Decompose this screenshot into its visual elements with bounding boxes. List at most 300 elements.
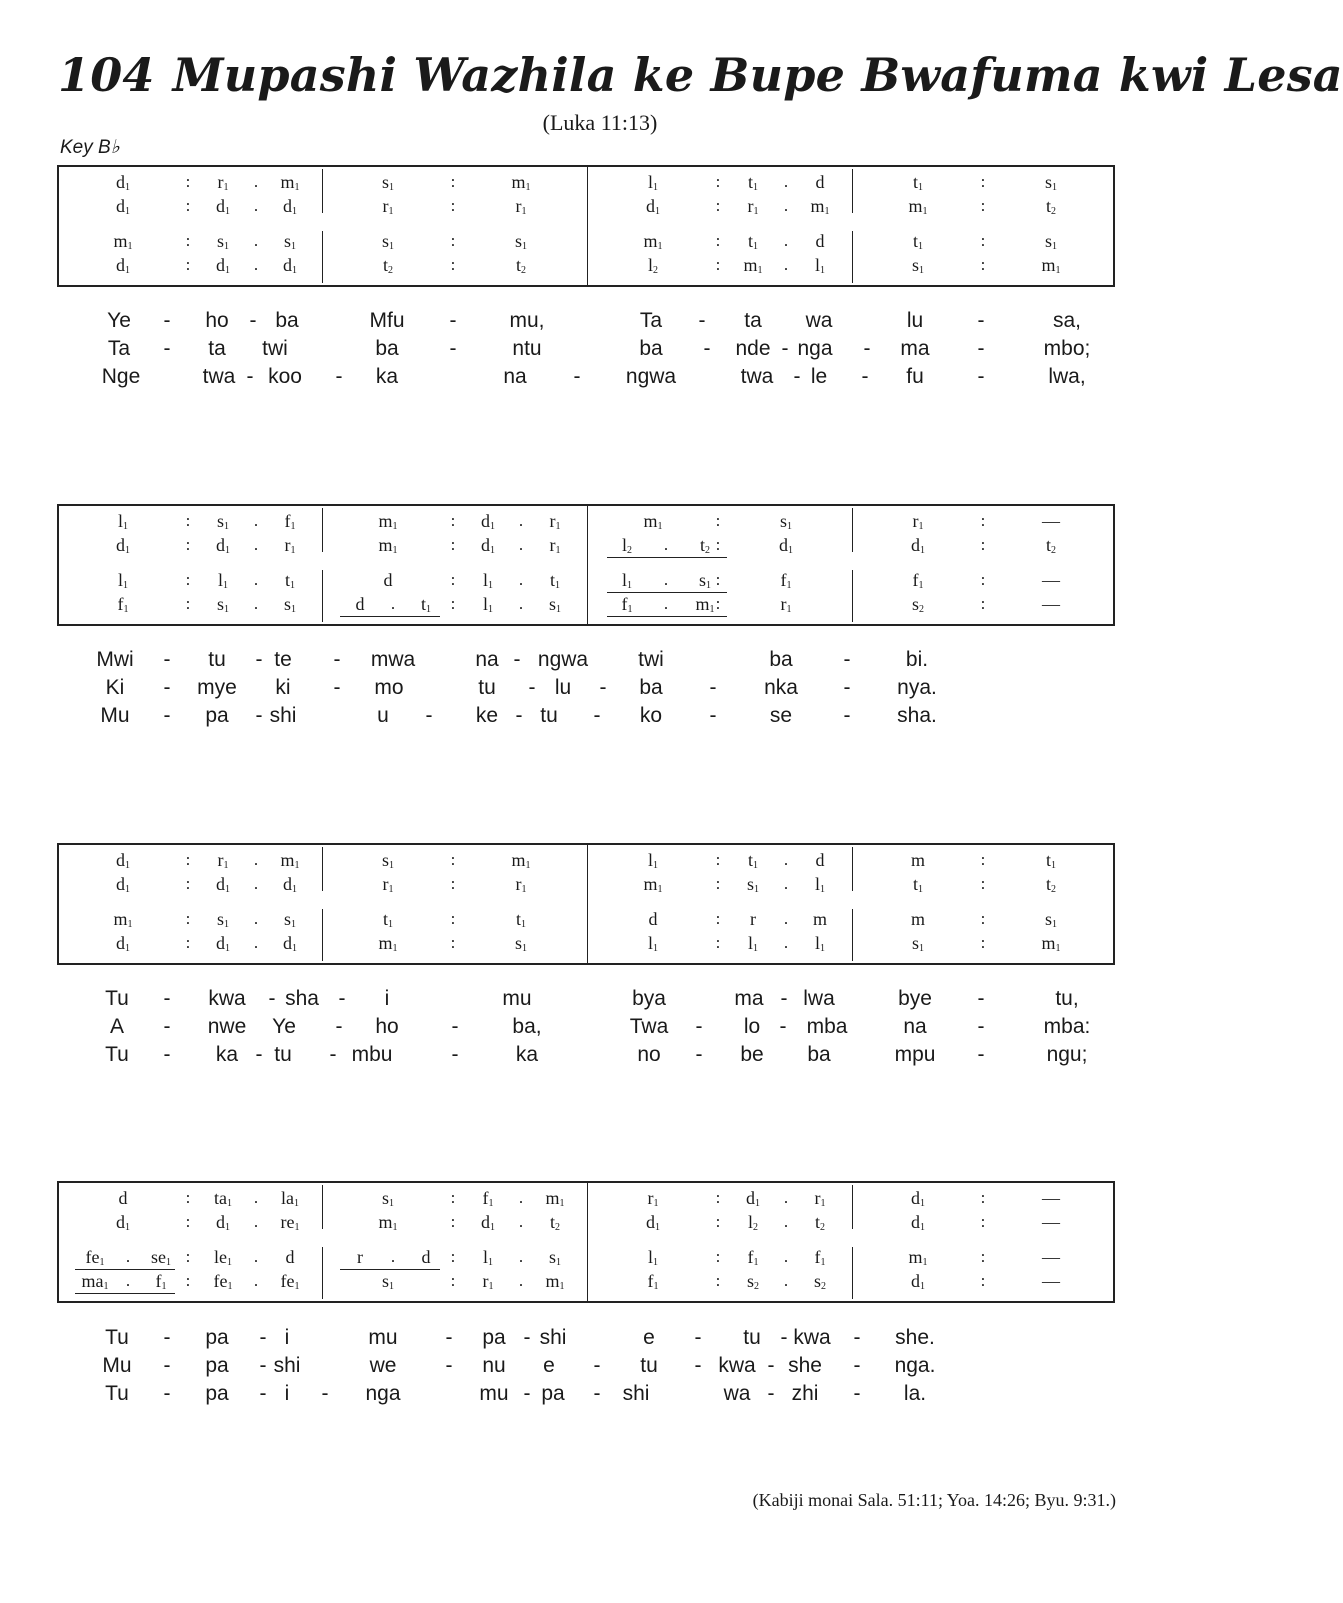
key-signature: Key B♭ [60, 137, 120, 158]
lyric-syllable: ba, [512, 1015, 542, 1038]
solfa-note: $d_1$ [216, 535, 230, 556]
lyric-syllable: wa [723, 1382, 751, 1405]
solfa-note: $r_1$ [912, 511, 924, 532]
lyric-syllable: Ye [107, 309, 131, 332]
lyric-syllable: tu [274, 1043, 292, 1066]
lyric-syllable: bi. [905, 648, 929, 671]
lyric-syllable: lu [554, 676, 572, 699]
lyric-syllable: pa [205, 1326, 229, 1349]
lyric-syllable: pa [205, 704, 229, 727]
lyric-syllable: wa [805, 309, 833, 332]
lyric-syllable: shi [622, 1382, 650, 1405]
music-system [57, 165, 1117, 287]
solfa-note: $d_1$ [911, 535, 925, 556]
solfa-note: $l_1$ [482, 594, 494, 615]
lyrics-block [57, 1327, 1117, 1417]
beat-dot: . [253, 933, 259, 952]
solfa-note: $d_1$ [283, 874, 297, 895]
solfa-note: $s_1$ [283, 231, 297, 252]
lyric-syllable: Mwi [96, 648, 134, 671]
solfa-note: $d_1$ [116, 535, 130, 556]
solfa-note: — [1042, 570, 1060, 590]
lyrics-block [57, 310, 1117, 400]
beat-dot: . [253, 1188, 259, 1207]
beat-dot: . [518, 1212, 524, 1231]
solfa-note: $t_2$ [382, 255, 394, 276]
bar-line [852, 1247, 853, 1299]
beat-colon: : [980, 570, 986, 589]
solfa-note: $l_2$ [747, 1212, 759, 1233]
lyric-syllable: be [740, 1043, 764, 1066]
syllable-hyphen: - [451, 1043, 459, 1066]
lyric-syllable: ba [769, 648, 793, 671]
bar-line [322, 1185, 323, 1229]
tie-underline [75, 1269, 175, 1270]
beat-dot: . [783, 1188, 789, 1207]
lyric-syllable: ka [215, 1043, 239, 1066]
beat-colon: : [980, 1188, 986, 1207]
solfa-note: $l_1$ [747, 933, 759, 954]
beat-colon: : [450, 196, 456, 215]
lyric-syllable: te [274, 648, 292, 671]
solfa-note: $l_2$ [621, 535, 633, 556]
lyric-syllable: sha. [897, 704, 937, 727]
lyric-syllable: nwe [207, 1015, 247, 1038]
syllable-hyphen: - [843, 704, 851, 727]
solfa-note: — [1042, 1212, 1060, 1232]
beat-colon: : [980, 594, 986, 613]
solfa-note: $f_1$ [912, 570, 924, 591]
lyric-syllable: la. [903, 1382, 927, 1405]
bar-line [587, 165, 588, 287]
solfa-note: $s_1$ [381, 850, 395, 871]
lyric-syllable: ba [639, 676, 663, 699]
syllable-hyphen: - [321, 1382, 329, 1405]
beat-colon: : [185, 535, 191, 554]
solfa-note: $d_1$ [283, 933, 297, 954]
solfa-note: $d_1$ [116, 933, 130, 954]
solfa-note: d [355, 594, 365, 614]
beat-colon: : [185, 933, 191, 952]
solfa-note: $l_1$ [117, 511, 129, 532]
solfa-note: $t_2$ [699, 535, 711, 556]
beat-colon: : [980, 1271, 986, 1290]
beat-dot: . [253, 511, 259, 530]
solfa-note: $s_1$ [911, 255, 925, 276]
beat-dot: . [783, 196, 789, 215]
beat-colon: : [715, 594, 721, 613]
beat-dot: . [783, 255, 789, 274]
beat-dot: . [253, 231, 259, 250]
solfa-note: $r_1$ [647, 1188, 659, 1209]
lyric-syllable: nya. [897, 676, 937, 699]
lyric-syllable: tu [478, 676, 496, 699]
solfa-note: $f_1$ [814, 1247, 826, 1268]
solfa-note: $t_1$ [515, 909, 527, 930]
lyric-syllable: twi [638, 648, 664, 671]
beat-colon: : [980, 1212, 986, 1231]
solfa-note: $t_1$ [912, 231, 924, 252]
lyric-syllable: tu [743, 1326, 761, 1349]
lyric-syllable: kwa [793, 1326, 831, 1349]
lyric-syllable: kwa [208, 987, 246, 1010]
beat-dot: . [253, 909, 259, 928]
solfa-note: $d_1$ [746, 1188, 760, 1209]
solfa-note: $m_1$ [511, 850, 531, 871]
beat-colon: : [450, 850, 456, 869]
solfa-note: $s_1$ [381, 172, 395, 193]
syllable-hyphen: - [695, 1015, 703, 1038]
beat-colon: : [185, 511, 191, 530]
solfa-note: $r_1$ [515, 874, 527, 895]
lyric-syllable: ma [734, 987, 764, 1010]
solfa-note: $t_1$ [747, 850, 759, 871]
solfa-note: $l_1$ [621, 570, 633, 591]
lyric-syllable: fu [906, 365, 924, 388]
solfa-note: — [1042, 1271, 1060, 1291]
beat-dot: . [518, 511, 524, 530]
beat-colon: : [715, 1247, 721, 1266]
solfa-note: — [1042, 511, 1060, 531]
lyric-syllable: ta [208, 337, 226, 360]
solfa-note: $ta_1$ [214, 1188, 232, 1209]
solfa-note: $d_1$ [481, 535, 495, 556]
beat-colon: : [715, 255, 721, 274]
lyric-syllable: u [377, 704, 389, 727]
bar-line [587, 843, 588, 965]
beat-colon: : [185, 570, 191, 589]
beat-dot: . [125, 1247, 131, 1266]
lyric-syllable: mbu [351, 1043, 393, 1066]
lyric-syllable: Mu [100, 704, 130, 727]
beat-dot: . [783, 1271, 789, 1290]
solfa-note: $s_1$ [381, 231, 395, 252]
beat-dot: . [783, 172, 789, 191]
beat-colon: : [980, 909, 986, 928]
solfa-note: r [357, 1247, 363, 1267]
syllable-hyphen: - [445, 1354, 453, 1377]
beat-dot: . [518, 594, 524, 613]
solfa-note: $s_1$ [216, 594, 230, 615]
lyric-syllable: nka [764, 676, 798, 699]
lyric-syllable: Nge [101, 365, 141, 388]
beat-colon: : [980, 172, 986, 191]
beat-dot: . [253, 1271, 259, 1290]
tie-underline [75, 1293, 175, 1294]
tie-underline [340, 616, 440, 617]
solfa-note: d [815, 231, 825, 251]
lyric-syllable: pa [482, 1326, 506, 1349]
lyric-syllable: mu [368, 1326, 398, 1349]
syllable-hyphen: - [338, 987, 346, 1010]
beat-colon: : [450, 570, 456, 589]
lyric-syllable: se [769, 704, 793, 727]
solfa-note: $m_1$ [545, 1188, 565, 1209]
solfa-note: $se_1$ [151, 1247, 171, 1268]
syllable-hyphen: - [249, 309, 257, 332]
syllable-hyphen: - [259, 1326, 267, 1349]
solfa-note: $r_1$ [549, 511, 561, 532]
music-system [57, 843, 1117, 965]
beat-colon: : [715, 1188, 721, 1207]
solfa-note: d [815, 172, 825, 192]
solfa-note: — [1042, 1247, 1060, 1267]
beat-colon: : [185, 850, 191, 869]
syllable-hyphen: - [268, 987, 276, 1010]
beat-colon: : [450, 874, 456, 893]
lyric-syllable: ba [375, 337, 399, 360]
beat-colon: : [450, 172, 456, 191]
solfa-note: d [383, 570, 393, 590]
bar-line [852, 847, 853, 891]
beat-colon: : [185, 1271, 191, 1290]
solfa-note: $r_1$ [482, 1271, 494, 1292]
footer-references: (Kabiji monai Sala. 51:11; Yoa. 14:26; Byu. 9:31.) [752, 1490, 1116, 1510]
bar-line [322, 570, 323, 622]
solfa-note: $l_1$ [647, 850, 659, 871]
beat-colon: : [185, 1247, 191, 1266]
solfa-note: $s_1$ [1044, 172, 1058, 193]
solfa-note: $d_1$ [779, 535, 793, 556]
syllable-hyphen: - [255, 648, 263, 671]
beat-dot: . [663, 535, 669, 554]
syllable-hyphen: - [853, 1382, 861, 1405]
syllable-hyphen: - [853, 1326, 861, 1349]
lyric-syllable: zhi [791, 1382, 819, 1405]
solfa-note: $re_1$ [280, 1212, 300, 1233]
beat-colon: : [980, 535, 986, 554]
syllable-hyphen: - [163, 1326, 171, 1349]
syllable-hyphen: - [163, 704, 171, 727]
syllable-hyphen: - [333, 676, 341, 699]
lyric-syllable: mo [374, 676, 404, 699]
syllable-hyphen: - [977, 337, 985, 360]
solfa-note: $s_1$ [283, 909, 297, 930]
solfa-note: $s_1$ [514, 933, 528, 954]
solfa-note: $d_1$ [116, 172, 130, 193]
syllable-hyphen: - [695, 1043, 703, 1066]
lyric-syllable: sa, [1052, 309, 1082, 332]
solfa-note: $f_1$ [747, 1247, 759, 1268]
solfa-note: $m_1$ [643, 511, 663, 532]
lyric-syllable: ka [375, 365, 399, 388]
lyric-syllable: Tu [105, 1326, 129, 1349]
solfa-note: $m_1$ [378, 535, 398, 556]
solfa-note: m [910, 850, 926, 870]
beat-colon: : [185, 255, 191, 274]
lyric-syllable: Mu [102, 1354, 132, 1377]
lyric-syllable: sha [285, 987, 319, 1010]
lyric-syllable: mba: [1043, 1015, 1091, 1038]
lyric-syllable: pa [205, 1354, 229, 1377]
solfa-note: $d_1$ [646, 196, 660, 217]
beat-colon: : [715, 1212, 721, 1231]
lyric-syllable: i [384, 987, 390, 1010]
beat-dot: . [663, 570, 669, 589]
syllable-hyphen: - [780, 987, 788, 1010]
lyric-syllable: e [543, 1354, 555, 1377]
lyric-syllable: lwa, [1048, 365, 1086, 388]
beat-dot: . [253, 535, 259, 554]
lyric-syllable: Tu [105, 1382, 129, 1405]
syllable-hyphen: - [163, 1015, 171, 1038]
solfa-note: $d_1$ [216, 874, 230, 895]
tie-underline [340, 1269, 440, 1270]
solfa-note: $d_1$ [911, 1188, 925, 1209]
solfa-note: $m_1$ [643, 231, 663, 252]
syllable-hyphen: - [335, 1015, 343, 1038]
lyric-syllable: tu [208, 648, 226, 671]
beat-dot: . [253, 874, 259, 893]
beat-dot: . [783, 231, 789, 250]
solfa-note: $l_1$ [814, 933, 826, 954]
lyric-syllable: i [284, 1382, 290, 1405]
beat-dot: . [253, 255, 259, 274]
solfa-note: $t_2$ [1045, 535, 1057, 556]
lyric-syllable: e [643, 1326, 655, 1349]
syllable-hyphen: - [163, 1354, 171, 1377]
lyric-syllable: nga [365, 1382, 401, 1405]
solfa-note: $s_1$ [779, 511, 793, 532]
syllable-hyphen: - [709, 676, 717, 699]
lyric-syllable: lwa [803, 987, 835, 1010]
solfa-note: $t_1$ [912, 172, 924, 193]
beat-colon: : [185, 594, 191, 613]
bar-line [852, 1185, 853, 1229]
syllable-hyphen: - [599, 676, 607, 699]
beat-colon: : [450, 1271, 456, 1290]
solfa-note: $f_1$ [482, 1188, 494, 1209]
solfa-note: $t_1$ [549, 570, 561, 591]
lyric-syllable: mu [502, 987, 532, 1010]
beat-colon: : [450, 933, 456, 952]
solfa-note: $t_1$ [382, 909, 394, 930]
beat-colon: : [185, 1212, 191, 1231]
syllable-hyphen: - [780, 1326, 788, 1349]
solfa-note: $m_1$ [113, 909, 133, 930]
beat-dot: . [253, 1212, 259, 1231]
beat-colon: : [450, 255, 456, 274]
solfa-note: $m_1$ [1041, 255, 1061, 276]
lyric-syllable: i [284, 1326, 290, 1349]
beat-colon: : [185, 172, 191, 191]
beat-colon: : [715, 933, 721, 952]
lyric-syllable: Ta [107, 337, 131, 360]
syllable-hyphen: - [793, 365, 801, 388]
syllable-hyphen: - [593, 704, 601, 727]
solfa-note: $d_1$ [283, 196, 297, 217]
lyric-syllable: Ki [105, 676, 125, 699]
lyric-syllable: mu, [509, 309, 545, 332]
solfa-note: $r_1$ [217, 850, 229, 871]
solfa-note: $m_1$ [1041, 933, 1061, 954]
beat-colon: : [185, 909, 191, 928]
syllable-hyphen: - [255, 704, 263, 727]
beat-dot: . [783, 850, 789, 869]
bar-line [322, 847, 323, 891]
beat-dot: . [518, 535, 524, 554]
syllable-hyphen: - [449, 337, 457, 360]
solfa-note: $f_1$ [155, 1271, 167, 1292]
beat-colon: : [715, 196, 721, 215]
beat-colon: : [185, 1188, 191, 1207]
solfa-note: d [421, 1247, 431, 1267]
beat-colon: : [450, 1212, 456, 1231]
lyric-syllable: nu [482, 1354, 506, 1377]
solfa-note: $t_2$ [549, 1212, 561, 1233]
syllable-hyphen: - [709, 704, 717, 727]
solfa-note: $s_1$ [381, 1271, 395, 1292]
song-title [58, 48, 1343, 102]
solfa-note: $d_1$ [116, 1212, 130, 1233]
solfa-note: $la_1$ [281, 1188, 299, 1209]
beat-colon: : [980, 255, 986, 274]
lyric-syllable: Ye [272, 1015, 296, 1038]
syllable-hyphen: - [977, 1015, 985, 1038]
solfa-note: d [118, 1188, 128, 1208]
syllable-hyphen: - [513, 648, 521, 671]
bar-line [322, 169, 323, 213]
song-name: Mupashi Wazhila ke Bupe Bwafuma kwi Lesa [172, 48, 1343, 102]
syllable-hyphen: - [853, 1354, 861, 1377]
staff-box [57, 504, 1115, 626]
beat-dot: . [783, 874, 789, 893]
solfa-note: $t_1$ [420, 594, 432, 615]
music-system [57, 504, 1117, 626]
solfa-note: d [648, 909, 658, 929]
syllable-hyphen: - [861, 365, 869, 388]
syllable-hyphen: - [163, 337, 171, 360]
solfa-note: $f_1$ [284, 511, 296, 532]
solfa-note: $f_1$ [621, 594, 633, 615]
lyric-syllable: shi [273, 1354, 301, 1377]
beat-colon: : [980, 511, 986, 530]
beat-colon: : [980, 196, 986, 215]
bar-line [322, 508, 323, 552]
beat-colon: : [185, 874, 191, 893]
beat-colon: : [450, 1247, 456, 1266]
bar-line [322, 231, 323, 283]
bar-line [322, 909, 323, 961]
solfa-note: $d_1$ [216, 1212, 230, 1233]
solfa-note: $m_1$ [908, 196, 928, 217]
solfa-note: $l_1$ [814, 255, 826, 276]
solfa-note: $s_1$ [216, 511, 230, 532]
syllable-hyphen: - [259, 1354, 267, 1377]
solfa-note: $t_2$ [1045, 196, 1057, 217]
beat-colon: : [185, 231, 191, 250]
lyric-syllable: ki [275, 676, 291, 699]
solfa-note: $m_1$ [378, 933, 398, 954]
beat-dot: . [390, 594, 396, 613]
lyric-syllable: ka [515, 1043, 539, 1066]
solfa-note: $f_1$ [117, 594, 129, 615]
solfa-note: $l_1$ [647, 172, 659, 193]
lyric-syllable: pa [205, 1382, 229, 1405]
solfa-note: $l_1$ [647, 933, 659, 954]
beat-dot: . [783, 1247, 789, 1266]
solfa-note: $l_1$ [647, 1247, 659, 1268]
solfa-note: d [285, 1247, 295, 1267]
syllable-hyphen: - [163, 1382, 171, 1405]
lyric-syllable: Twa [629, 1015, 669, 1038]
lyric-syllable: nde [735, 337, 771, 360]
solfa-note: $r_1$ [549, 535, 561, 556]
lyric-syllable: nga. [894, 1354, 936, 1377]
solfa-note: $t_2$ [515, 255, 527, 276]
lyric-syllable: bya [632, 987, 666, 1010]
syllable-hyphen: - [163, 309, 171, 332]
